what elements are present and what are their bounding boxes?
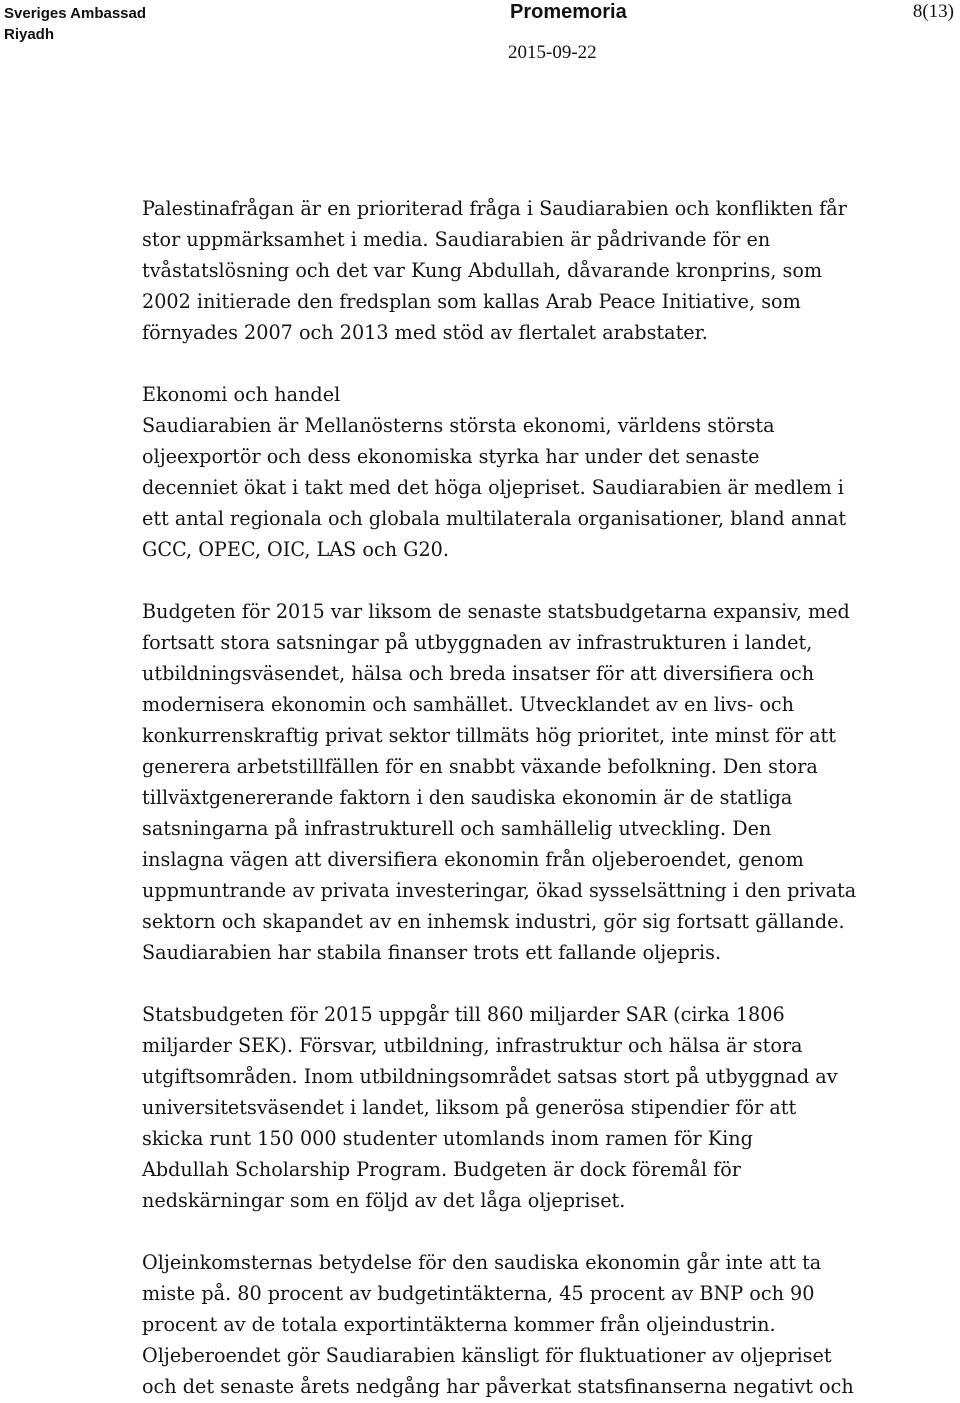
text-line: Statsbudgeten för 2015 uppgår till 860 miljarder SAR (cirka 1806 [142, 1003, 785, 1026]
text-line: universitetsväsendet i landet, liksom på generösa stipendier för att [142, 1096, 797, 1119]
text-line: miljarder SEK). Försvar, utbildning, infrastruktur och hälsa är stora [142, 1034, 803, 1057]
text-line: Oljeinkomsternas betydelse för den saudiska ekonomin går inte att ta [142, 1251, 822, 1274]
text-line: konkurrenskraftig privat sektor tillmäts hög prioritet, inte minst för att [142, 724, 836, 747]
text-line: förnyades 2007 och 2013 med stöd av flertalet arabstater. [142, 321, 708, 344]
text-line: Palestinafrågan är en prioriterad fråga i Saudiarabien och konflikten får [142, 197, 847, 220]
sender-organization [4, 3, 146, 45]
text-line: uppmuntrande av privata investeringar, ökad sysselsättning i den privata [142, 879, 857, 902]
text-line: GCC, OPEC, OIC, LAS och G20. [142, 538, 449, 561]
paragraph-oil-income [142, 1247, 854, 1402]
text-line: fortsatt stora satsningar på utbyggnaden av infrastrukturen i landet, [142, 631, 813, 654]
text-line: utgiftsområden. Inom utbildningsområdet satsas stort på utbyggnad av [142, 1065, 838, 1088]
org-name: Sveriges Ambassad [4, 5, 147, 22]
paragraph-economy [142, 379, 847, 565]
page-header [0, 0, 960, 70]
document-body [142, 193, 857, 1402]
paragraph-state-budget [142, 999, 842, 1216]
document-date: 2015-09-22 [508, 42, 597, 63]
org-city: Riyadh [4, 26, 55, 43]
text-line: satsningarna på infrastrukturell och samhällelig utveckling. Den [142, 817, 772, 840]
text-line: oljeexportör och dess ekonomiska styrka har under det senaste [142, 445, 760, 468]
text-line: stor uppmärksamhet i media. Saudiarabien är pådrivande för en [142, 228, 771, 251]
text-line: miste på. 80 procent av budgetintäkterna, 45 procent av BNP och 90 [142, 1282, 815, 1305]
text-line: decenniet ökat i takt med det höga oljepriset. Saudiarabien är medlem i [142, 476, 844, 499]
text-line: Abdullah Scholarship Program. Budgeten är dock föremål för [142, 1158, 741, 1181]
text-line: generera arbetstillfällen för en snabbt växande befolkning. Den stora [142, 755, 818, 778]
page-number: 8(13) [912, 1, 954, 22]
text-line: utbildningsväsendet, hälsa och breda insatser för att diversifiera och [142, 662, 815, 685]
text-line: Oljeberoendet gör Saudiarabien känsligt för fluktuationer av oljepriset [142, 1344, 832, 1367]
paragraph-palestine [142, 193, 847, 348]
text-line: inslagna vägen att diversifiera ekonomin från oljeberoendet, genom [142, 848, 804, 871]
text-line: tillväxtgenererande faktorn i den saudiska ekonomin är de statliga [142, 786, 793, 809]
text-line: Saudiarabien har stabila finanser trots ett fallande oljepris. [142, 941, 722, 964]
text-line: procent av de totala exportintäkterna kommer från oljeindustrin. [142, 1313, 776, 1336]
text-line: skicka runt 150 000 studenter utomlands inom ramen för King [142, 1127, 753, 1150]
text-line: Budgeten för 2015 var liksom de senaste statsbudgetarna expansiv, med [142, 600, 850, 623]
text-line: 2002 initierade den fredsplan som kallas Arab Peace Initiative, som [142, 290, 801, 313]
text-line: tvåstatslösning och det var Kung Abdullah, dåvarande kronprins, som [142, 259, 823, 282]
section-heading-economy: Ekonomi och handel [142, 383, 341, 406]
document-type: Promemoria [510, 1, 627, 23]
text-line: Saudiarabien är Mellanösterns största ekonomi, världens största [142, 414, 775, 437]
text-line: sektorn och skapandet av en inhemsk industri, gör sig fortsatt gällande. [142, 910, 845, 933]
text-line: modernisera ekonomin och samhället. Utvecklandet av en livs- och [142, 693, 794, 716]
text-line: nedskärningar som en följd av det låga oljepriset. [142, 1189, 626, 1212]
paragraph-budget-2015 [142, 596, 857, 968]
text-line: ett antal regionala och globala multilaterala organisationer, bland annat [142, 507, 847, 530]
text-line: och det senaste årets nedgång har påverkat statsfinanserna negativt och [142, 1375, 854, 1398]
